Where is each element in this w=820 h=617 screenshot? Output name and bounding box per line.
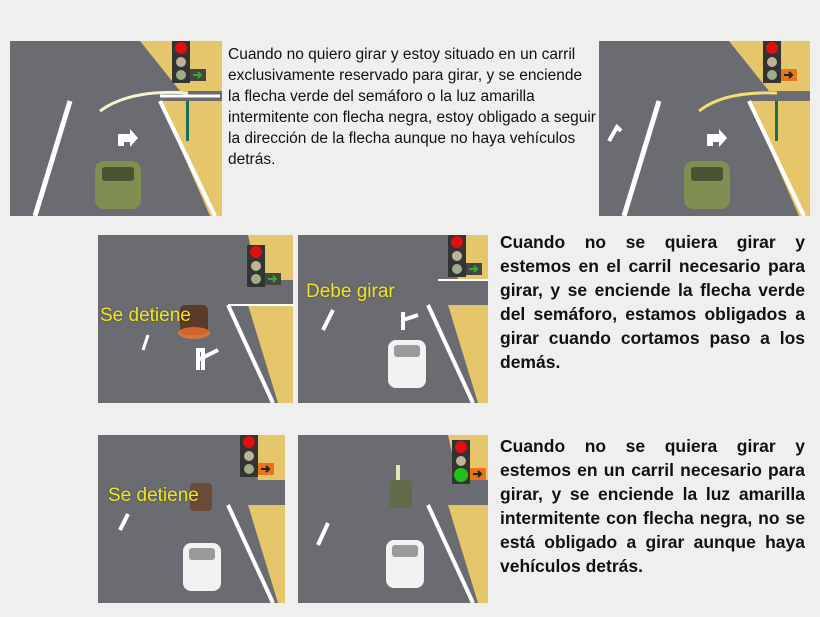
- traffic-light-icon: [452, 440, 488, 484]
- scene-panel-1: [10, 41, 222, 216]
- traffic-light-icon: [763, 41, 799, 83]
- traffic-light-icon: [247, 245, 283, 287]
- traffic-light-icon: [172, 41, 208, 83]
- scene-panel-2: [599, 41, 810, 216]
- scene-panel-5: [98, 435, 285, 603]
- instruction-text-1: Cuando no quiero girar y estoy situado en un carril exclusivamente reservado para girar, y se enciende la flecha verde del semáforo o la luz amarilla intermitente con flecha negra, estoy obligado a seguir la dirección de la flecha aunque no haya vehículos detrás.: [228, 46, 596, 168]
- traffic-light-icon: [448, 235, 484, 277]
- scene-panel-3: [98, 235, 293, 403]
- instruction-text-2: Cuando no se quiera girar y estemos en el carril necesario para girar, y se enciende la flecha verde del semáforo, estamos obligados a girar cuando cortamos paso a los demás.: [500, 232, 805, 372]
- traffic-light-icon: [240, 435, 276, 477]
- stops-label: Se detiene: [100, 305, 191, 326]
- stops-label: Se detiene: [108, 485, 199, 506]
- must-turn-label: Debe girar: [306, 281, 395, 302]
- instruction-text-3: Cuando no se quiera girar y estemos en un carril necesario para girar, y se enciende la luz amarilla intermitente con flecha negra, no se está obligado a girar aunque haya vehículos detrás.: [500, 436, 805, 576]
- scene-panel-4: [298, 235, 488, 403]
- scene-panel-6: [298, 435, 488, 603]
